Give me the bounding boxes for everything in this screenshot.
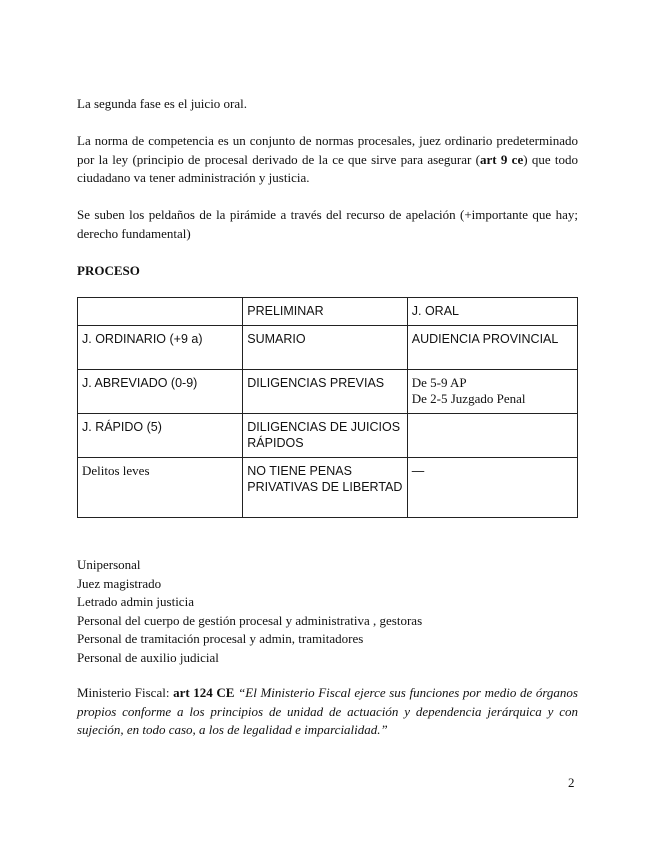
cell-oral: — bbox=[407, 458, 577, 518]
cell-tipo: Delitos leves bbox=[78, 458, 243, 518]
cell-oral-line-2: De 2-5 Juzgado Penal bbox=[411, 391, 526, 406]
table-row bbox=[78, 326, 578, 370]
cell-tipo: J. RÁPIDO (5) bbox=[78, 414, 243, 458]
list-item: Letrado admin justicia bbox=[77, 594, 194, 610]
list-item: Personal de auxilio judicial bbox=[77, 649, 219, 665]
cell-tipo: J. ABREVIADO (0-9) bbox=[78, 370, 243, 414]
cell-preliminar: NO TIENE PENAS PRIVATIVAS DE LIBERTAD bbox=[243, 458, 408, 518]
table-row bbox=[78, 458, 578, 518]
header-cell-empty bbox=[78, 298, 243, 326]
paragraph-piramide: Se suben los peldaños de la pirámide a través del recurso de apelación (+importante que hay; derecho fundamental) bbox=[77, 207, 578, 241]
proceso-table bbox=[77, 297, 578, 518]
norma-article: art 9 ce bbox=[479, 151, 524, 167]
norma-text-1: La norma de competencia es un conjunto de normas procesales, juez ordinario predeterminado por la ley (principio de procesal derivado de la ce que sirve para asegurar ( bbox=[77, 133, 578, 167]
cell-preliminar: DILIGENCIAS DE JUICIOS RÁPIDOS bbox=[243, 414, 408, 458]
list-item: Unipersonal bbox=[77, 557, 141, 572]
personal-list bbox=[77, 556, 578, 668]
ministerio-lead: Ministerio Fiscal: bbox=[77, 685, 174, 700]
cell-oral-line-1: De 5-9 AP bbox=[411, 375, 467, 390]
norma-text-2: ) que todo ciudadano va tener administración y justicia. bbox=[77, 151, 579, 185]
cell-tipo: J. ORDINARIO (+9 a) bbox=[78, 326, 243, 370]
cell-oral bbox=[407, 414, 577, 458]
paragraph-norma bbox=[77, 132, 578, 188]
cell-preliminar: DILIGENCIAS PREVIAS bbox=[243, 370, 408, 414]
cell-oral: AUDIENCIA PROVINCIAL bbox=[407, 326, 577, 370]
table-row bbox=[78, 414, 578, 458]
table-header-row bbox=[78, 298, 578, 326]
cell-oral bbox=[407, 370, 577, 414]
list-item: Juez magistrado bbox=[77, 575, 162, 591]
cell-preliminar: SUMARIO bbox=[243, 326, 408, 370]
paragraph-fase: La segunda fase es el juicio oral. bbox=[77, 96, 248, 111]
list-item: Personal de tramitación procesal y admin, tramitadores bbox=[77, 631, 364, 647]
header-cell-preliminar: PRELIMINAR bbox=[243, 298, 408, 326]
table-row bbox=[78, 370, 578, 414]
list-item: Personal del cuerpo de gestión procesal y administrativa , gestoras bbox=[77, 612, 423, 628]
section-heading-proceso: PROCESO bbox=[77, 263, 140, 278]
paragraph-ministerio bbox=[77, 684, 578, 740]
ministerio-quote: “El Ministerio Fiscal ejerce sus funciones por medio de órganos propios conforme a los principios de unidad de actuación y dependencia jerárquica y con sujeción, en todo caso, a los de legalidad e imparcialidad.” bbox=[77, 685, 578, 737]
header-cell-oral: J. ORAL bbox=[407, 298, 577, 326]
ministerio-article: art 124 CE bbox=[173, 685, 235, 700]
page-number: 2 bbox=[568, 775, 575, 790]
